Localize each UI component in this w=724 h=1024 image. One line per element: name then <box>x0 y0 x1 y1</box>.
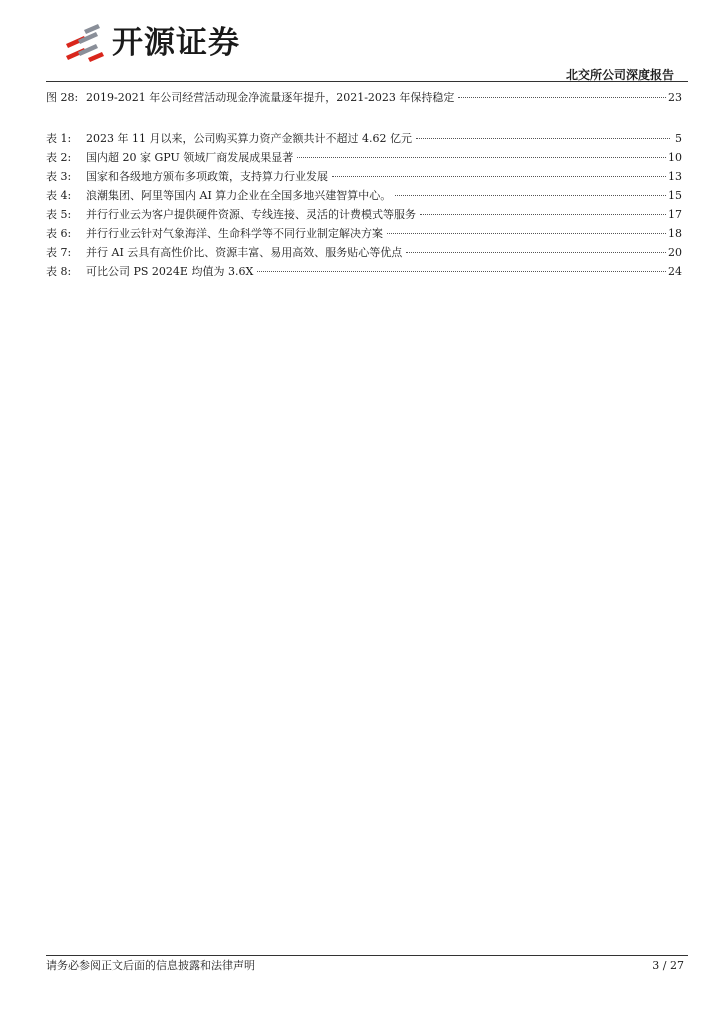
toc-leader-dots <box>297 146 666 158</box>
toc-leader-dots <box>332 165 666 177</box>
brand-mark-icon <box>58 22 110 64</box>
toc-entry-page: 24 <box>668 265 682 278</box>
toc-entry-page: 15 <box>668 189 682 202</box>
toc-entry-title: 可比公司 PS 2024E 均值为 3.6X <box>86 265 254 278</box>
toc-entry-page: 20 <box>668 246 682 259</box>
report-type-label: 北交所公司深度报告 <box>565 68 674 82</box>
toc-leader-dots <box>387 222 666 234</box>
toc-entry-title: 浪潮集团、阿里等国内 AI 算力企业在全国多地兴建智算中心。 <box>86 189 392 202</box>
toc-entry-page: 5 <box>675 132 682 145</box>
toc-entry-title: 并行行业云为客户提供硬件资源、专线连接、灵活的计费模式等服务 <box>86 208 416 221</box>
toc-leader-dots <box>257 260 666 272</box>
page-number: 3 / 27 <box>652 959 684 972</box>
toc-entry-page: 18 <box>668 227 682 240</box>
toc-entry-label: 表 3: <box>46 170 72 183</box>
footer-divider <box>46 955 688 956</box>
toc-entry-title: 2019-2021 年公司经营活动现金净流量逐年提升，2021-2023 年保持稳定 <box>86 91 455 104</box>
brand-logo <box>58 22 240 64</box>
toc-leader-dots <box>458 86 666 98</box>
toc-leader-dots <box>416 127 670 139</box>
toc-entry-figure-28[interactable] <box>46 89 682 107</box>
toc-entry-page: 23 <box>668 91 682 104</box>
toc-entry-label: 表 2: <box>46 151 72 164</box>
toc-entry-title: 并行行业云针对气象海洋、生命科学等不同行业制定解决方案 <box>86 227 383 240</box>
header-divider <box>46 81 688 82</box>
toc-entry-label: 表 5: <box>46 208 72 221</box>
brand-name: 开源证券 <box>112 25 240 61</box>
toc-entry-label: 表 7: <box>46 246 72 259</box>
toc-entry-title: 国家和各级地方颁布多项政策，支持算力行业发展 <box>86 170 328 183</box>
toc-entry-page: 17 <box>668 208 682 221</box>
toc-entry-label: 表 1: <box>46 132 72 145</box>
toc-entry-label: 图 28: <box>46 91 79 104</box>
toc-leader-dots <box>420 203 666 215</box>
toc-entry-page: 13 <box>668 170 682 183</box>
toc-entry-title: 2023 年 11 月以来，公司购买算力资产金额共计不超过 4.62 亿元 <box>86 132 412 145</box>
toc-entry-title: 国内超 20 家 GPU 领域厂商发展成果显著 <box>86 151 294 164</box>
toc-entry-label: 表 4: <box>46 189 72 202</box>
toc-leader-dots <box>406 241 666 253</box>
toc-entry-label: 表 6: <box>46 227 72 240</box>
toc-entry-page: 10 <box>668 151 682 164</box>
toc-leader-dots <box>395 184 666 196</box>
toc-entry-label: 表 8: <box>46 265 72 278</box>
toc-entry-table-8[interactable] <box>46 263 682 281</box>
footer-disclaimer: 请务必参阅正文后面的信息披露和法律声明 <box>46 959 255 972</box>
toc-entry-title: 并行 AI 云具有高性价比、资源丰富、易用高效、服务贴心等优点 <box>86 246 403 259</box>
